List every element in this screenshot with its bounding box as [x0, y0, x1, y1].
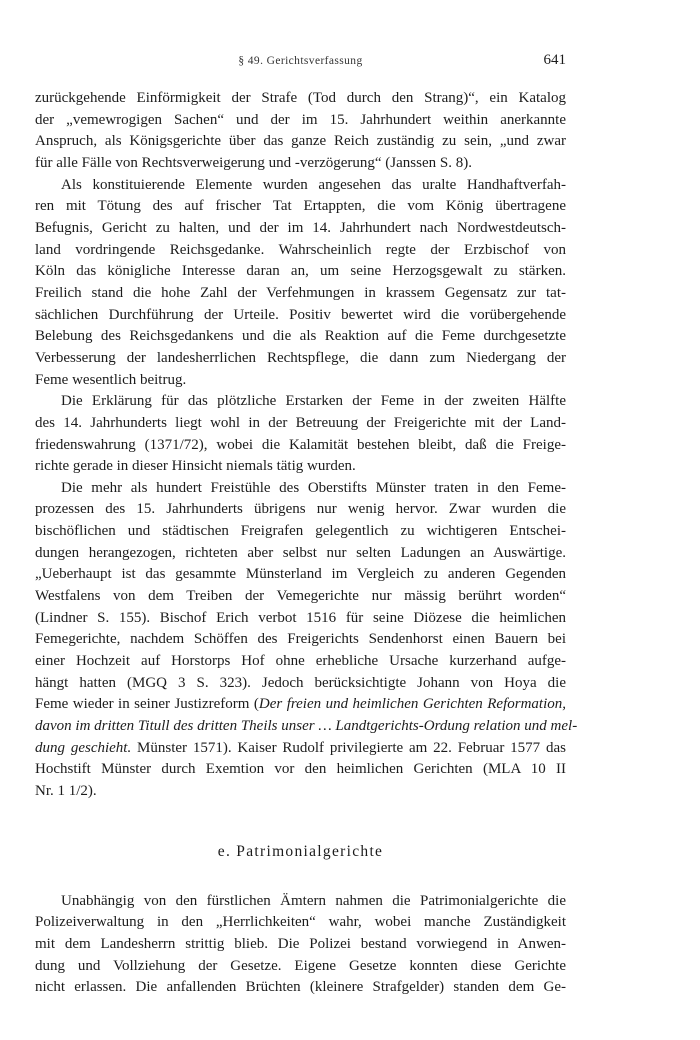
text-line: prozessen des 15. Jahrhunderts übrigens nur wenig hervor. Zwar wurden die [35, 501, 566, 518]
text-line: Als konstituierende Elemente wurden angesehen das uralte Handhaftverfah- [61, 176, 566, 193]
text-line: Unabhängig von den fürstlichen Ämtern nahmen die Patrimonialgerichte die [61, 892, 566, 909]
text-line: Anspruch, als Königsgerichte über das ganze Reich zuständig zu sein, „und zwar [35, 133, 566, 150]
text-segment: Feme wieder in seiner Justizreform ( [35, 696, 259, 713]
text-line: dungen herangezogen, richteten aber selbst nur selten Ladungen an Auswärtige. [35, 544, 566, 561]
page-number: 641 [543, 52, 566, 68]
title-italic: davon im dritten Titull des dritten Theils unser … Landtgerichts-Ordung relation und mel- [35, 718, 578, 735]
text-line: Nr. 1 1/2). [35, 783, 97, 799]
text-line: friedenswahrung (1371/72), wobei die Kalamität bestehen bleibt, daß die Freige- [35, 436, 566, 453]
text-line [35, 694, 566, 716]
text-line: (Lindner S. 155). Bischof Erich verbot 1516 für seine Diözese die heimlichen [35, 609, 566, 626]
text-line: einer Hochzeit auf Horstorps Hof ohne erhebliche Ursache kurzerhand aufge- [35, 653, 566, 670]
text-line [35, 738, 566, 760]
text-line: Köln das königliche Interesse daran an, um seine Herzogsgewalt zu stärken. [35, 263, 566, 280]
text-line: sächlichen Durchführung der Urteile. Positiv bewertet wird die vorübergehende [35, 306, 566, 323]
text-line: nicht erlassen. Die anfallenden Brüchten (kleinere Strafgelder) standen dem Ge- [35, 979, 566, 996]
text-line: Polizeiverwaltung in den „Herrlichkeiten“ wahr, wobei manche Zuständigkeit [35, 914, 566, 931]
text-line: Femegerichte, nachdem Schöffen des Freigerichts Sendenhorst einen Bauern bei [35, 631, 566, 648]
text-line [35, 716, 578, 738]
text-segment: Münster 1571). Kaiser Rudolf privilegierte am 22. Februar 1577 das [131, 739, 566, 756]
text-line: zurückgehende Einförmigkeit der Strafe (Tod durch den Strang)“, ein Katalog [35, 90, 566, 106]
paragraph-4 [35, 478, 578, 803]
section-heading: e. Patrimonialgerichte [217, 842, 384, 860]
text-line: für alle Fälle von Rechtsverweigerung und -verzögerung“ (Janssen S. 8). [35, 154, 472, 171]
page-header [35, 52, 566, 72]
text-line: hängt hatten (MGQ 3 S. 323). Jedoch berücksichtigte Johann von Hoya die [35, 674, 566, 691]
paragraph-2 [35, 175, 566, 392]
text-line: Hochstift Münster durch Exemtion vor den heimlichen Gerichten (MLA 10 II [35, 761, 566, 778]
text-line: Feme wesentlich beitrug. [35, 371, 187, 388]
text-line: Befugnis, Gericht zu halten, und der im 14. Jahrhundert nach Nordwestdeutsch- [35, 219, 566, 236]
text-line: des 14. Jahrhunderts liegt wohl in der Betreuung der Freigerichte mit der Land- [35, 414, 566, 431]
body-text [35, 88, 578, 999]
text-line: Westfalens von dem Treiben der Vemegerichte nur mässig berührt worden“ [35, 588, 566, 605]
paragraph-5 [35, 891, 566, 999]
text-line: richte gerade in dieser Hinsicht niemals tätig wurden. [35, 458, 356, 475]
text-line: Freilich stand die hohe Zahl der Verfehmungen in krassem Gegensatz zur tat- [35, 284, 566, 301]
running-head: § 49. Gerichtsverfassung [238, 55, 363, 67]
text-line: Belebung des Reichsgedankens und die als Reaktion auf die Feme durchgesetzte [35, 328, 566, 345]
paragraph-1 [35, 88, 566, 175]
text-line: der „vemewrogigen Sachen“ und der im 15. Jahrhundert weithin anerkannte [35, 111, 566, 128]
text-line: Die Erklärung für das plötzliche Erstarken der Feme in der zweiten Hälfte [61, 393, 566, 410]
text-line: mit dem Landesherrn strittig blieb. Die Polizei bestand vorwiegend in Anwen- [35, 935, 566, 952]
title-italic: Der freien und heimlichen Gerichten Reformation, [258, 696, 566, 713]
text-line: bischöflichen und städtischen Freigrafen gelegentlich zu wichtigeren Entschei- [35, 523, 566, 540]
text-line: ren mit Tötung des auf frischer Tat Ertappten, die vom König übertragene [35, 198, 566, 215]
paragraph-3 [35, 391, 566, 478]
text-line: Die mehr als hundert Freistühle des Oberstifts Münster traten in den Feme- [61, 479, 566, 496]
text-line: Verbesserung der landesherrlichen Rechtspflege, die dann zum Niedergang der [35, 349, 566, 366]
text-line: dung und Vollziehung der Gesetze. Eigene Gesetze konnten diese Gerichte [35, 957, 566, 974]
text-line: „Ueberhaupt ist das gesammte Münsterland im Vergleich zu anderen Gegenden [35, 566, 566, 583]
text-line: land vordringende Reichsgedanke. Wahrscheinlich regte der Erzbischof von [35, 241, 566, 258]
title-italic: dung geschieht. [35, 739, 132, 756]
